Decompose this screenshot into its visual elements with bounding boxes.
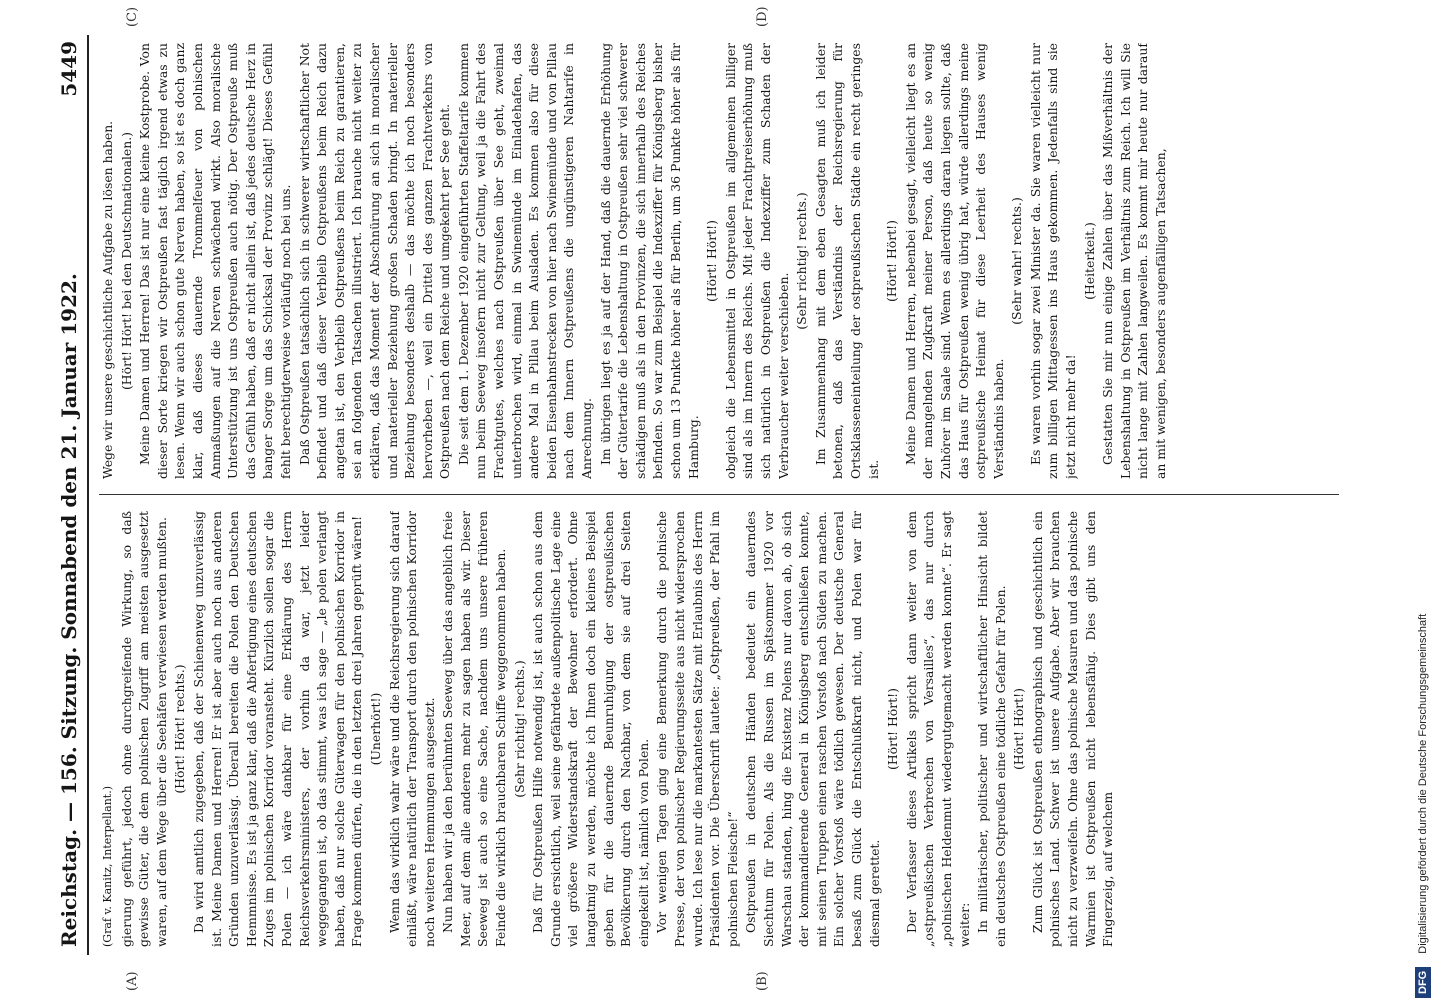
interjection: (Sehr wahr! rechts.) <box>1009 197 1025 325</box>
page-number: 5449 <box>57 41 81 97</box>
paragraph: Meine Damen und Herren, nebenbei gesagt, vielleicht liegt es an der mangelnden Zugkraft meiner Person, daß heute so wenig Zuhörer im Saale sind. Wenn es allerdings daran liegen sollte, daß das Haus für Ostpreußen wenig übrig hat, würde allerdings meine ostpreußische Heimat für diese Leerheit des Hauses wenig Verständnis haben. <box>902 43 1006 479</box>
right-column <box>99 43 1339 479</box>
left-column <box>99 511 1339 947</box>
paragraph: Es waren vorhin sogar zwei Minister da. Sie waren vielleicht nur zum billigen Mittagessen ins Haus gekommen. Jedenfalls sind sie jetzt nicht mehr da! <box>1027 43 1079 479</box>
paragraph: Meine Damen und Herren! Das ist nur eine kleine Kostprobe. Von dieser Sorte kriegen wir Ostpreußen fast täglich irgend etwas zu lesen. Wenn wir auch schon gute Nerven haben, so ist es doch ganz klar, daß dieses dauernde Trommelfeuer von polnischen Anmaßungen auf die Nerven schwächend wirkt. Also moralische Unterstützung ist uns Ostpreußen auch nötig. Der Ostpreuße muß das Gefühl haben, daß er nicht allein ist, daß jedes deutsche Herz in banger Sorge um das Schicksal der Provinz schlägt! Dieses Gefühl fehlt berechtigterweise vorläufig noch bei uns. <box>137 43 293 479</box>
paragraph: Wenn das wirklich wahr wäre und die Reichsregierung sich darauf einläßt, wäre natürlich der Transport durch den polnischen Korridor noch weiteren Hemmungen ausgesetzt. <box>386 511 437 947</box>
margin-mark-a: (A) <box>125 971 140 991</box>
margin-mark-c: (C) <box>125 6 140 27</box>
paragraph: Im übrigen liegt es ja auf der Hand, daß die dauernde Erhöhung der Gütertarife die Lebenshaltung in Ostpreußen sehr viel schwerer schädigen muß als in den Provinzen, die sich innerhalb des Reiches befinden. So war zum Beispiel die Indexziffer für Königsberg bisher schon um 13 Punkte höher als für Berlin, um 36 Punkte höher als für Hamburg. <box>597 43 701 479</box>
paragraph: Gestatten Sie mir nun einige Zahlen über das Mißverhältnis der Lebenshaltung in Ostpreußen im Verhältnis zum Reich. Ich will Sie nicht lange mit Zahlen langweilen. Es kommt mir heute nur darauf an mit wenigen, besonders augenfälligen Tatsachen, <box>1100 43 1169 479</box>
column-divider <box>99 494 1339 495</box>
paragraph: Nun haben wir ja den berühmten Seeweg über das angeblich freie Meer, auf dem alle anderen mehr zu sagen haben als wir. Dieser Seeweg ist auch so eine Sache, nachdem uns unsere früheren Feinde die wirklich brauchbaren Schiffe weggenommen haben. <box>440 511 509 947</box>
margin-mark-b: (B) <box>755 971 770 991</box>
interjection: (Hört! Hört! bei den Deutschnationalen.) <box>118 131 134 391</box>
interjection: (Sehr richtig! rechts.) <box>511 660 527 798</box>
header-title: Reichstag. — 156. Sitzung. Sonnabend den 21. Januar 1922. <box>57 273 81 947</box>
interjection: (Heiterkeit.) <box>1081 222 1097 300</box>
paragraph: Daß Ostpreußen tatsächlich sich in schwerer wirtschaftlicher Not befindet und daß dieser Verbleib Ostpreußens beim Reich dazu angetan ist, den Verbleib Ostpreußens beim Reich zu garantieren, sei an folgenden Tatsachen illustriert. Ich brauche nicht weiter zu erklären, daß das Moment der Abschnürung an sich in moralischer und materieller Beziehung großen Schaden bringt. In materieller Beziehung besonders deshalb — das möchte ich noch besonders hervorheben —, weil ein Drittel des ganzen Frachtverkehrs von Ostpreußen nach dem Reiche und umgekehrt per See geht. <box>296 43 453 479</box>
quoted-paragraph: In militärischer, politischer und wirtschaftlicher Hinsicht bildet ein deutsches Ostpreußen eine tödliche Gefahr für Polen. <box>975 511 1008 947</box>
paragraph: Im Zusammenhang mit dem eben Gesagten muß ich leider betonen, daß das Verständnis der Reichsregierung für Ortsklasseneinteilung der ostpreußischen Städte ein recht geringes ist. <box>812 43 881 479</box>
paragraph: gierung geführt, jedoch ohne durchgreifende Wirkung, so daß gewisse Güter, die dem polnischen Zugriff am meisten ausgesetzt waren, auf dem Wege über die Seehäfen verwiesen werden mußten. <box>118 511 169 947</box>
document-page <box>55 6 1415 991</box>
quoted-paragraph: Zum Glück ist Ostpreußen ethnographisch und geschichtlich ein polnisches Land. Schwer ist unsere Aufgabe. Aber wir brauchen nicht zu verzweifeln. Ohne das polnische Masuren und das polnische Warmien ist Ostpreußen nicht lebensfähig. Dies gibt uns den Fingerzeig, auf welchem <box>1029 511 1116 947</box>
speaker-label: (Graf v. Kanitz, Interpellant.) <box>101 785 114 947</box>
interjection: (Hört! Hört! rechts.) <box>172 664 188 794</box>
running-header <box>55 35 89 955</box>
interjection: (Hört! Hört!) <box>704 220 720 302</box>
credit-text: Digitalisierung gefördert durch die Deutsche Forschungsgemeinschaft <box>1417 613 1429 954</box>
paragraph: Die seit dem 1. Dezember 1920 eingeführten Staffeltarife kommen nun beim Seeweg insofern nicht zur Geltung, weil ja die Fahrt des Frachtgutes, welches nach Ostpreußen über See geht, zweimal unterbrochen wird, einmal in Swinemünde im Einladehafen, das andere Mal in Pillau beim Ausladen. Es kommen also für diese beiden Eisenbahnstrecken von hier nach Swinemünde und von Pillau nach dem Innern Ostpreußens die ungünstigeren Nahtarife in Anrechnung. <box>455 43 595 479</box>
interjection: (Hört! Hört!) <box>1011 688 1027 770</box>
paragraph: Vor wenigen Tagen ging eine Bemerkung durch die polnische Presse, der von polnischer Regierungsseite aus nicht widersprochen wurde. Ich lese nur die markantesten Sätze mit Erlaubnis des Herrn Präsidenten vor. Die Überschrift lautete: „Ostpreußen, der Pfahl im polnischen Fleische!“ <box>654 511 740 947</box>
interjection: (Hört! Hört!) <box>884 220 900 302</box>
interjection: (Hört! Hört!) <box>885 688 901 770</box>
margin-mark-d: (D) <box>755 6 770 27</box>
dfg-logo: DFG <box>1415 967 1431 998</box>
paragraph: Da wird amtlich zugegeben, daß der Schienenweg unzuverlässig ist. Meine Damen und Herren! Er ist aber auch noch aus anderen Gründen unzuverlässig. Überall bereiten die Polen den Deutschen Hemmnisse. Es ist ja ganz klar, daß die Abfertigung eines deutschen Zuges im polnischen Korridor voransteht. Kürzlich sollen sogar die Polen — ich wäre dankbar für eine Erklärung des Herrn Reichsverkehrsministers, der vorhin da war, jetzt leider weggegangen ist, ob das stimmt, was ich sage — „le polen verlangt haben, daß nur solche Güterwagen für den polnischen Korridor in Frage kommen dürfen, die in den letzten drei Jahren geprüft wären! <box>190 511 365 947</box>
interjection: (Sehr richtig! rechts.) <box>794 192 810 330</box>
paragraph: obgleich die Lebensmittel in Ostpreußen im allgemeinen billiger sind als im Innern des Reichs. Mit jeder Frachtpreiserhöhung muß sich natürlich in Ostpreußen die Indexziffer zum Schaden der Verbraucher weiter verschieben. <box>722 43 791 479</box>
digitization-credit <box>1412 8 1434 998</box>
paragraph: Daß für Ostpreußen Hilfe notwendig ist, ist auch schon aus dem Grunde ersichtlich, weil seine gefährdete außenpolitische Lage eine viel größere Widerstandskraft der Bewohner erfordert. Ohne langatmig zu werden, möchte ich Ihnen doch ein kleines Beispiel geben für die dauernde Beunruhigung der ostpreußischen Bevölkerung durch den Nachbar, von dem sie auf drei Seiten eingekeilt ist, nämlich von Polen. <box>530 511 651 947</box>
paragraph: Der Verfasser dieses Artikels spricht dann weiter von dem „ostpreußischen Verbrechen von Versailles“, das nur durch „polnischen Heldenmut wiedergutgemacht werden konnte“. Er sagt weiter: <box>903 511 972 947</box>
interjection: (Unerhört!) <box>367 692 383 766</box>
paragraph: Wege wir unsere geschichtliche Aufgabe zu lösen haben. <box>100 120 115 479</box>
quoted-paragraph: Ostpreußen in deutschen Händen bedeutet ein dauerndes Siechtum für Polen. Als die Russen im Spätsommer 1920 vor Warschau standen, hing die Existenz Polens nur davon ab, ob sich der kommandierende General in Königsberg entschließen konnte, mit seinen Truppen einen raschen Vorstoß nach Süden zu machen. Ein solcher Vorstoß wäre tödlich gewesen. Der deutsche General besaß zum Glück die Entschlußkraft nicht, und Polen war für diesmal gerettet. <box>743 511 882 947</box>
